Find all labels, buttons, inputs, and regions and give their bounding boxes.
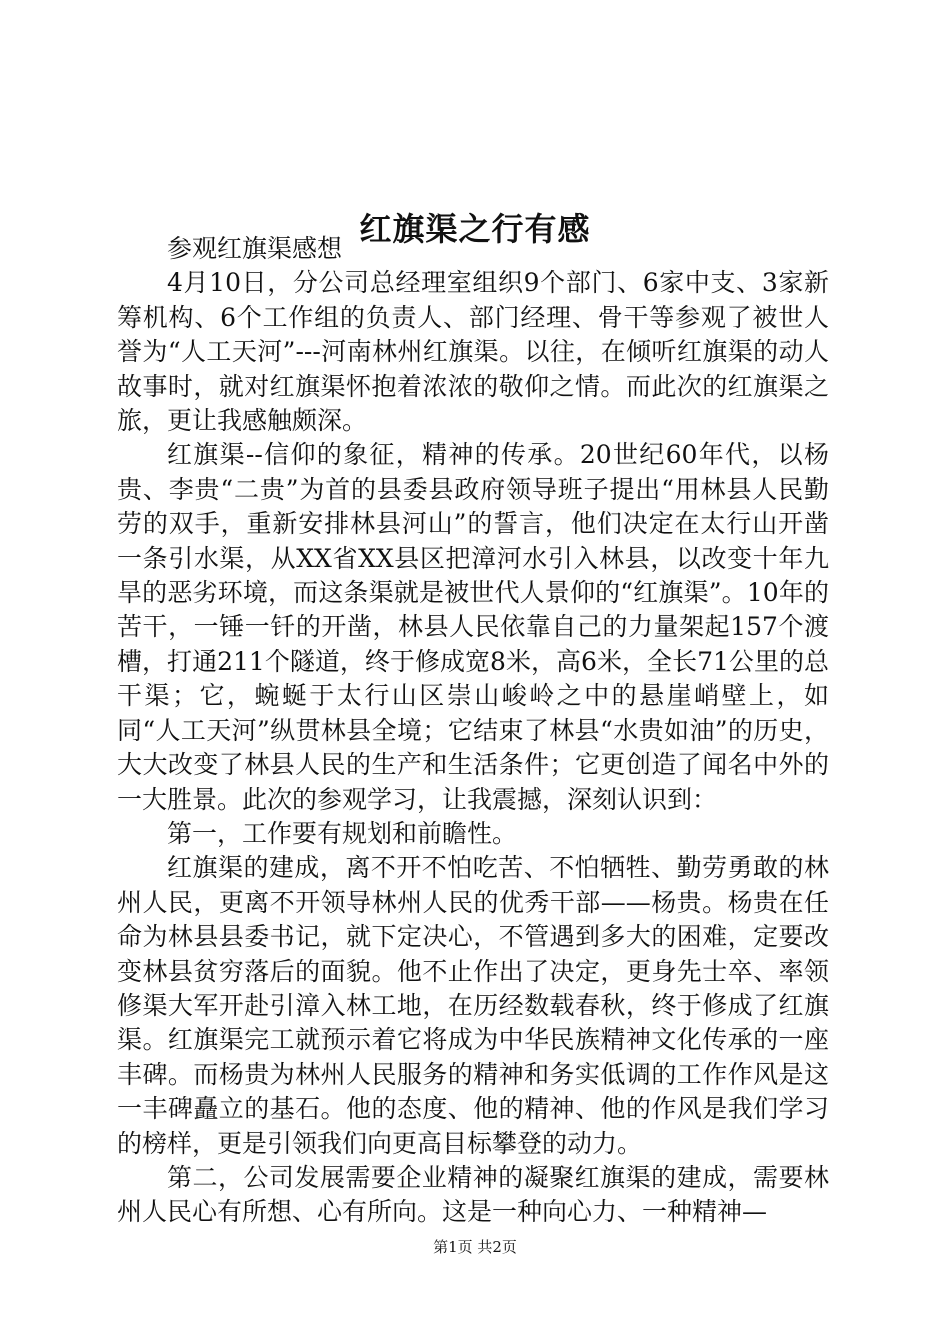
paragraph-subtitle: 参观红旗渠感想 — [167, 234, 343, 263]
document-title: 红旗渠之行有感 — [359, 210, 591, 249]
paragraph-intro: 4月10日，分公司总经理室组织9个部门、6家中支、3家新筹机构、6个工作组的负责人、部门经理、骨干等参观了被世人誉为“人工天河”---河南林州红旗渠。以往，在倾听红旗渠的动人故事时，就对红旗渠怀抱着浓浓的敬仰之情。而此次的红旗渠之旅，更让我感触颇深。 — [117, 268, 829, 436]
paragraph-point-two: 第二，公司发展需要企业精神的凝聚红旗渠的建成，需要林州人民心有所想、心有所向。这是一种向心力、一种精神— — [117, 1162, 829, 1227]
paragraph-point-one-heading: 第一，工作要有规划和前瞻性。 — [167, 818, 518, 848]
page-number-footer: 第1页 共2页 — [433, 1238, 517, 1256]
document-body — [117, 232, 829, 1230]
paragraph-point-one-body: 红旗渠的建成，离不开不怕吃苦、不怕牺牲、勤劳勇敢的林州人民，更离不开领导林州人民的优秀干部——杨贵。杨贵在任命为林县县委书记，就下定决心，不管遇到多大的困难，定要改变林县贫穷落后的面貌。他不止作出了决定，更身先士卒、率领修渠大军开赴引漳入林工地，在历经数载春秋，终于修成了红旗渠。红旗渠完工就预示着它将成为中华民族精神文化传承的一座丰碑。而杨贵为林州人民服务的精神和务实低调的工作作风是这一丰碑矗立的基石。他的态度、他的精神、他的作风是我们学习的榜样，更是引领我们向更高目标攀登的动力。 — [117, 853, 829, 1158]
paragraph-history: 红旗渠--信仰的象征，精神的传承。20世纪60年代，以杨贵、李贵“二贵”为首的县委县政府领导班子提出“用林县人民勤劳的双手，重新安排林县河山”的誓言，他们决定在太行山开凿一条引水渠，从XX省XX县区把漳河水引入林县，以改变十年九旱的恶劣环境，而这条渠就是被世代人景仰的“红旗渠”。10年的苦干，一锤一钎的开凿，林县人民依靠自己的力量架起157个渡槽，打通211个隧道，终于修成宽8米，高6米，全长71公里的总干渠；它，蜿蜒于太行山区崇山峻岭之中的悬崖峭壁上，如同“人工天河”纵贯林县全境；它结束了林县“水贵如油”的历史，大大改变了林县人民的生产和生活条件；它更创造了闻名中外的一大胜景。此次的参观学习，让我震撼，深刻认识到： — [117, 440, 829, 814]
